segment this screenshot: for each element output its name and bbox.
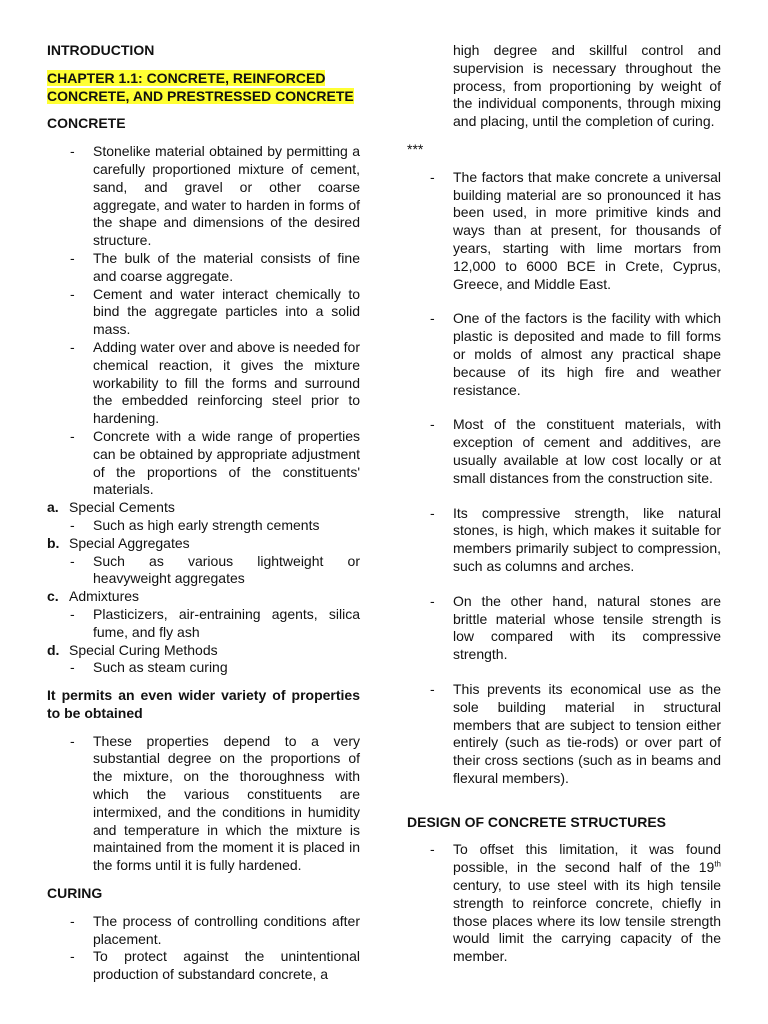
special-item-label: d. Special Curing Methods	[47, 641, 218, 658]
list-item: - Concrete with a wide range of properties can be obtained by appropriate adjustment of the proportions of the constituents' materials.	[70, 427, 360, 498]
special-item-label: a. Special Cements	[47, 499, 175, 516]
special-item-detail: - Plasticizers, air-entraining agents, silica fume, and fly ash	[70, 605, 360, 640]
chapter-heading	[47, 70, 360, 106]
list-item: - Most of the constituent materials, with exception of cement and additives, are usually available at low cost locally or at small distances from the construction site.	[430, 416, 721, 486]
list-item: - The process of controlling conditions after placement.	[70, 912, 360, 947]
concrete-bullet-list	[47, 143, 360, 499]
design-heading: DESIGN OF CONCRETE STRUCTURES	[407, 813, 667, 830]
list-item: - One of the factors is the facility with which plastic is deposited and made to fill forms or molds of almost any practical shape because of its high fire and weather resistance.	[430, 310, 721, 398]
list-item: - The factors that make concrete a universal building material are so pronounced it has been used, in more primitive kinds and ways than at present, for thousands of years, starting with lime mortars from 12,000 to 6000 BCE in Crete, Cyprus, Greece, and Middle East.	[430, 168, 721, 292]
permits-heading: It permits an even wider variety of properties to be obtained	[47, 687, 360, 721]
superscript: th	[714, 859, 721, 869]
special-item-detail: - Such as steam curing	[70, 659, 228, 676]
list-item: - To offset this limitation, it was found possible, in the second half of the 19th century, to use steel with its high tensile strength to reinforce concrete, chiefly in those places where its low tensile strength would limit the carrying capacity of the member.	[430, 841, 721, 965]
list-item: - The bulk of the material consists of fine and coarse aggregate.	[70, 249, 360, 284]
concrete-heading: CONCRETE	[47, 115, 126, 132]
special-item-detail: - Such as various lightweight or heavyweight aggregates	[70, 552, 360, 587]
list-item: - This prevents its economical use as the sole building material in structural members that are subject to tension either entirely (such as tie-rods) or over part of their cross sections (such as in beams and flexural members).	[430, 680, 721, 786]
list-item: - Cement and water interact chemically to bind the aggregate particles into a solid mass.	[70, 285, 360, 338]
special-item-label: b. Special Aggregates	[47, 534, 190, 551]
left-column	[47, 0, 360, 984]
list-item: - Its compressive strength, like natural stones, is high, which makes it suitable for members primarily subject to compression, such as columns and arches.	[430, 504, 721, 574]
list-item: - Adding water over and above is needed for chemical reaction, it gives the mixture workability to fill the forms and surround the embedded reinforcing steel prior to hardening.	[70, 338, 360, 427]
list-item: - Stonelike material obtained by permitting a carefully proportioned mixture of cement, sand, and gravel or other coarse aggregate, and water to harden in forms of the shape and dimensions of the desired structure.	[70, 143, 360, 249]
curing-heading: CURING	[47, 885, 103, 902]
chapter-heading-highlight: CHAPTER 1.1: CONCRETE, REINFORCED CONCRETE, AND PRESTRESSED CONCRETE	[47, 69, 354, 104]
right-column	[407, 0, 721, 966]
list-item: - These properties depend to a very substantial degree on the proportions of the mixture, on the thoroughness with which the various constituents are intermixed, and the conditions in humidity and temperature in which the mixture is maintained from the moment it is placed in the forms until it is fully hardened.	[70, 732, 360, 874]
intro-heading: INTRODUCTION	[47, 42, 155, 58]
curing-bullet-list	[47, 913, 360, 984]
continuation-text: high degree and skillful control and supervision is necessary throughout the process, from proportioning by weight of the individual components, through mixing and placing, until the completion of curing.	[453, 42, 721, 130]
list-item: - On the other hand, natural stones are brittle material whose tensile strength is low compared with its compressive strength.	[430, 592, 721, 663]
separator: ***	[407, 140, 424, 157]
special-item-label: c. Admixtures	[47, 588, 140, 605]
list-item: - To protect against the unintentional production of substandard concrete, a	[70, 948, 360, 983]
special-item-detail: - Such as high early strength cements	[70, 516, 320, 533]
special-items-list	[47, 499, 360, 677]
